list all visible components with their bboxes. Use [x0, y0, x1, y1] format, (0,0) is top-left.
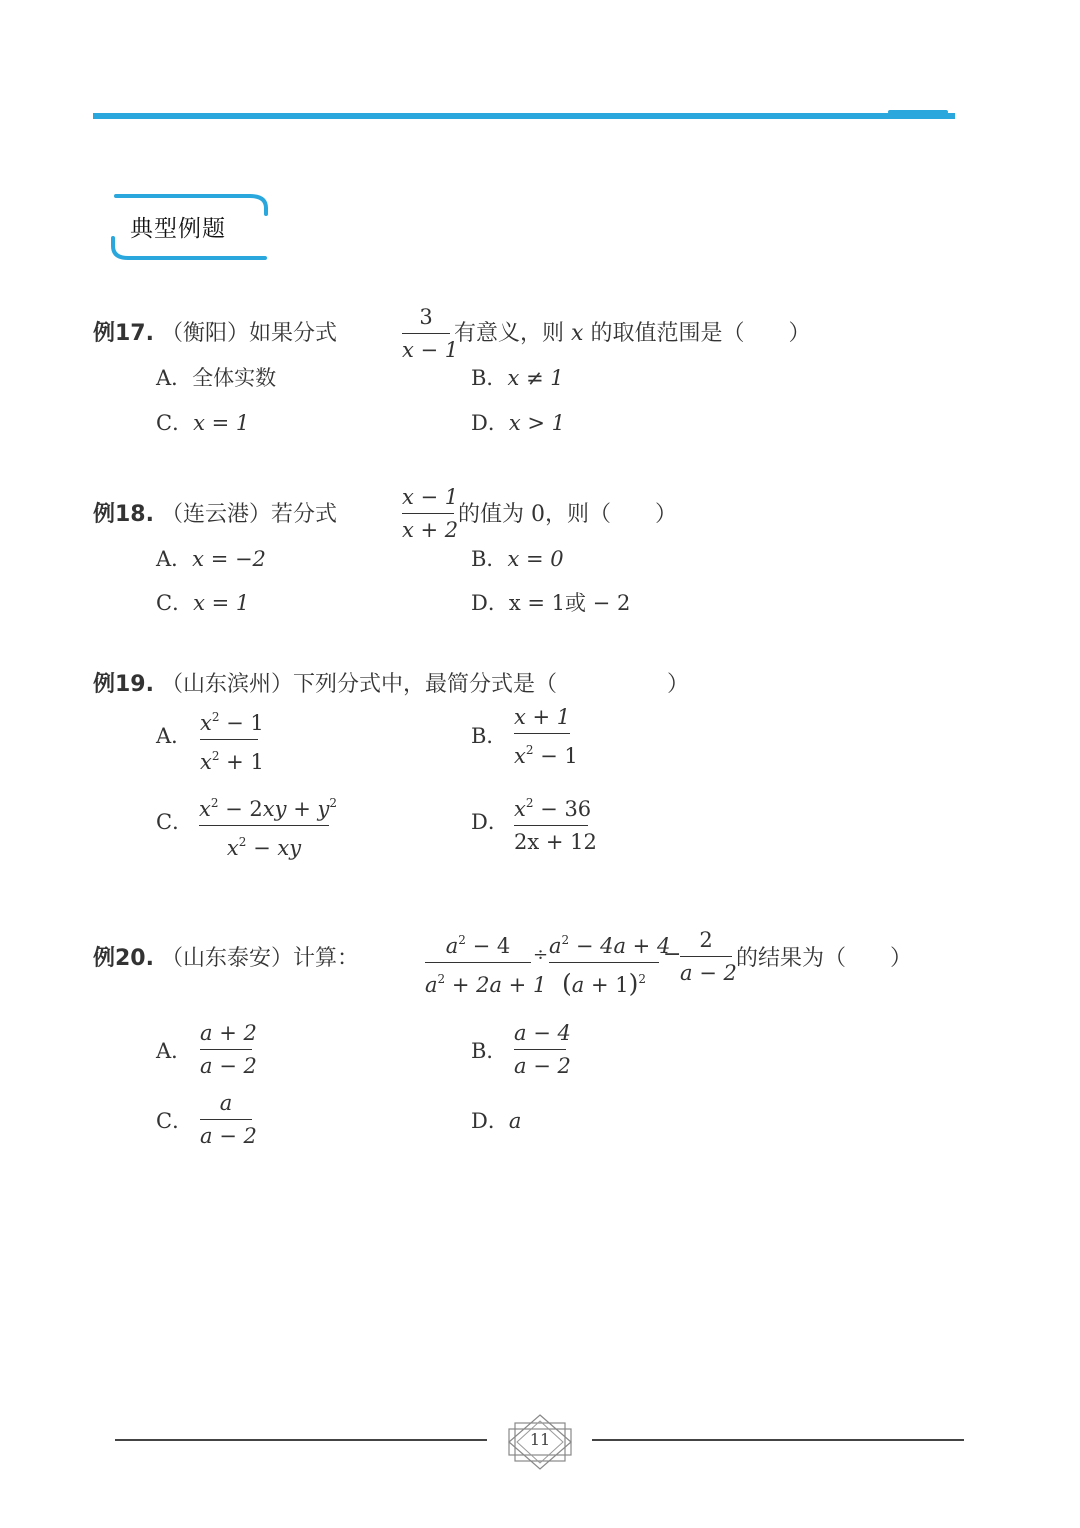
- q17-option-c[interactable]: [156, 407, 249, 437]
- q20-a-num: a + 2: [200, 1021, 257, 1045]
- q19-d-num-tail: − 36: [540, 797, 592, 821]
- q20-fraction-1: $a^2 - 4$ $a^2 + 2a + 1$: [425, 933, 547, 997]
- q19-stem: [93, 667, 689, 698]
- q18-option-d-key: D．: [471, 591, 509, 615]
- q17-text-b: 有意义，则: [454, 321, 565, 346]
- q20-option-c-fraction: [200, 1089, 257, 1150]
- q20-f3-den: a − 2: [680, 961, 737, 985]
- q18-stem-a: [93, 497, 337, 528]
- q17-frac-den: x − 1: [402, 338, 459, 362]
- q20-minus-sign: −: [663, 942, 682, 967]
- q20-divide-sign: ÷: [533, 944, 549, 965]
- q17-frac-num: 3: [419, 305, 433, 329]
- q18-text-a: （连云港）若分式: [160, 502, 337, 527]
- q18-option-b-key: B．: [471, 547, 508, 571]
- q20-option-b-fraction: [514, 1019, 571, 1080]
- q20-c-num: a: [219, 1091, 233, 1115]
- q17-text-a: （衡阳）如果分式: [160, 321, 337, 346]
- header-rule-accent: [888, 110, 948, 114]
- q18-frac-num: x − 1: [402, 485, 459, 509]
- q18-option-b[interactable]: [471, 543, 564, 573]
- q20-text-a: （山东泰安）计算：: [160, 946, 359, 971]
- q17-stem-a: [93, 316, 337, 347]
- q17-option-d-val: x > 1: [508, 411, 565, 435]
- q18-option-d[interactable]: [471, 587, 630, 617]
- q20-f1-den-tail: + 2a + 1: [451, 973, 547, 997]
- q17-label: 例17.: [93, 321, 154, 346]
- q17-option-b[interactable]: [471, 362, 564, 392]
- q18-label: 例18.: [93, 502, 154, 527]
- q18-option-a[interactable]: [156, 543, 266, 573]
- q17-option-c-key: C．: [156, 411, 194, 435]
- q17-fraction: [402, 303, 459, 364]
- q20-option-c[interactable]: C．: [156, 1109, 194, 1133]
- q20-a-den: a − 2: [200, 1054, 257, 1078]
- q18-option-d-val: x = 1或 − 2: [508, 591, 631, 615]
- q18-option-c-val: x = 1: [193, 591, 250, 615]
- q19-option-b[interactable]: B．: [471, 724, 508, 748]
- q20-f3-num: 2: [699, 928, 713, 952]
- q17-option-a-key: A．: [156, 366, 193, 390]
- q20-option-a-fraction: [200, 1019, 257, 1080]
- q18-option-c[interactable]: [156, 587, 249, 617]
- q20-f2-num-tail: − 4a + 4: [575, 934, 671, 958]
- q18-fraction: [402, 483, 459, 544]
- q20-c-den: a − 2: [200, 1124, 257, 1148]
- q17-option-b-val: x ≠ 1: [507, 366, 564, 390]
- q18-frac-den: x + 2: [402, 518, 459, 542]
- q20-option-d-key: D．: [471, 1109, 509, 1133]
- header-rule: [93, 113, 955, 119]
- q19-option-b-fraction: x + 1 $x^2 - 1$: [514, 705, 578, 768]
- q20-option-d[interactable]: [471, 1105, 521, 1135]
- q20-b-num: a − 4: [514, 1021, 571, 1045]
- q19-option-d-fraction: $x^2 - 36$ 2x + 12: [514, 796, 597, 854]
- section-title: 典型例题: [130, 216, 226, 242]
- q17-option-d[interactable]: [471, 407, 565, 437]
- q20-stem-b: 的结果为（ ）: [736, 946, 913, 971]
- q20-option-b[interactable]: B．: [471, 1039, 508, 1063]
- q17-var: x: [571, 321, 584, 346]
- q17-option-b-key: B．: [471, 366, 508, 390]
- q19-option-c[interactable]: C．: [156, 810, 194, 834]
- q19-option-c-fraction: $x^2 - 2xy + y^2$ $x^2$ − xy: [199, 796, 337, 860]
- q19-option-d[interactable]: D．: [471, 810, 509, 834]
- q18-option-a-val: x = −2: [192, 547, 266, 571]
- q17-option-a-val: 全体实数: [192, 366, 277, 390]
- q19-text-a: （山东滨州）下列分式中，最简分式是（ ）: [160, 672, 689, 697]
- q20-stem-a: [93, 941, 359, 972]
- q20-option-a[interactable]: A．: [156, 1039, 193, 1063]
- q19-d-den: 2x + 12: [514, 830, 597, 854]
- q20-b-den: a − 2: [514, 1054, 571, 1078]
- q18-stem-b: 的值为 0，则（ ）: [458, 502, 677, 527]
- q17-option-a[interactable]: [156, 362, 276, 392]
- q19-option-a[interactable]: A．: [156, 724, 193, 748]
- q19-a-den-tail: + 1: [226, 750, 264, 774]
- q18-option-c-key: C．: [156, 591, 194, 615]
- footer-rule-right: [592, 1439, 964, 1441]
- q19-b-num: x + 1: [514, 705, 571, 729]
- q20-option-d-val: a: [508, 1109, 522, 1133]
- q20-fraction-3: [680, 926, 737, 987]
- q19-c-den-tail: − xy: [253, 836, 302, 860]
- q17-stem-b: [454, 316, 810, 347]
- q19-label: 例19.: [93, 672, 154, 697]
- q17-text-c: 的取值范围是（ ）: [590, 321, 811, 346]
- q20-label: 例20.: [93, 946, 154, 971]
- q17-option-c-val: x = 1: [193, 411, 250, 435]
- footer-rule-left: [115, 1439, 487, 1441]
- q18-option-a-key: A．: [156, 547, 193, 571]
- page-number: 11: [529, 1430, 551, 1449]
- q18-option-b-val: x = 0: [507, 547, 564, 571]
- q20-fraction-2: $a^2 - 4a + 4$ $(a + 1)^2$: [549, 933, 671, 998]
- q19-option-a-fraction: $x^2 - 1$ $x^2 + 1$: [200, 710, 264, 774]
- q17-option-d-key: D．: [471, 411, 509, 435]
